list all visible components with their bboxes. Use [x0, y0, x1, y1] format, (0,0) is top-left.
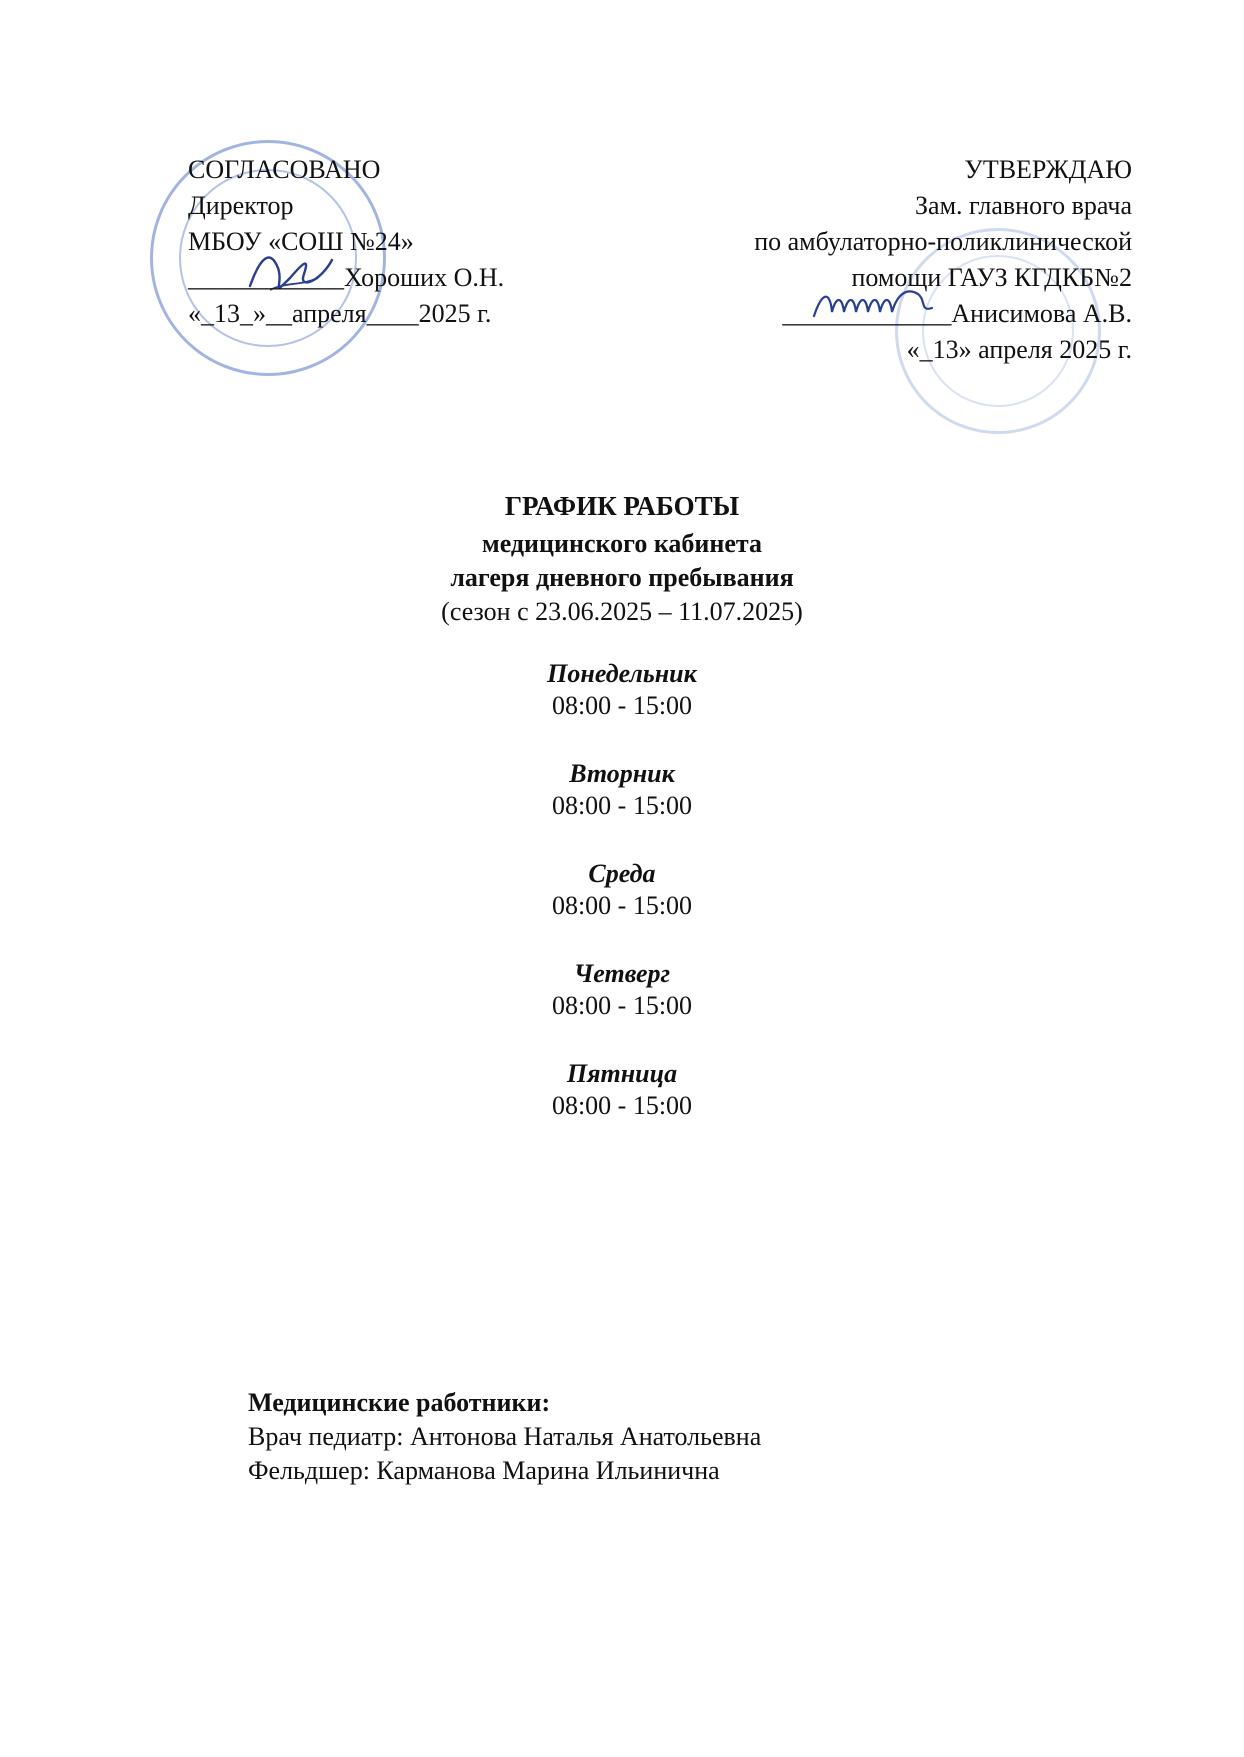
title-line-2: медицинского кабинета — [482, 529, 762, 558]
day-wednesday: Среда — [588, 859, 656, 888]
day-friday: Пятница — [566, 1059, 678, 1088]
document-title: ГРАФИК РАБОТЫ — [504, 491, 740, 521]
day-tuesday: Вторник — [569, 759, 675, 788]
hours-friday: 08:00 - 15:00 — [551, 1091, 693, 1120]
day-thursday: Четверг — [573, 959, 671, 988]
school-name: МБОУ «СОШ №24» — [188, 227, 414, 256]
hours-monday: 08:00 - 15:00 — [551, 691, 693, 720]
director-signature-line: ____________Хороших О.Н. — [188, 263, 505, 292]
agreed-label: СОГЛАСОВАНО — [188, 155, 381, 184]
season-dates: (сезон с 23.06.2025 – 11.07.2025) — [441, 597, 803, 626]
agreed-date: «_13_»__апреля____2025 г. — [188, 299, 492, 328]
staff-paramedic: Фельдшер: Карманова Марина Ильинична — [248, 1456, 720, 1485]
deputy-department: по амбулаторно-поликлинической — [754, 227, 1132, 256]
approve-date: «_13» апреля 2025 г. — [906, 335, 1132, 364]
staff-pediatrician: Врач педиатр: Антонова Наталья Анатольевна — [248, 1422, 762, 1451]
deputy-signature-line: _____________Анисимова А.В. — [782, 299, 1132, 328]
hours-tuesday: 08:00 - 15:00 — [551, 791, 693, 820]
approve-label: УТВЕРЖДАЮ — [964, 155, 1132, 184]
director-title: Директор — [188, 191, 294, 220]
hours-wednesday: 08:00 - 15:00 — [551, 891, 693, 920]
hours-thursday: 08:00 - 15:00 — [551, 991, 693, 1020]
day-monday: Понедельник — [547, 659, 697, 688]
clinic-name: помощи ГАУЗ КГДКБ№2 — [851, 263, 1132, 292]
title-line-3: лагеря дневного пребывания — [450, 563, 794, 592]
deputy-title: Зам. главного врача — [915, 191, 1132, 220]
staff-heading: Медицинские работники: — [248, 1388, 551, 1417]
